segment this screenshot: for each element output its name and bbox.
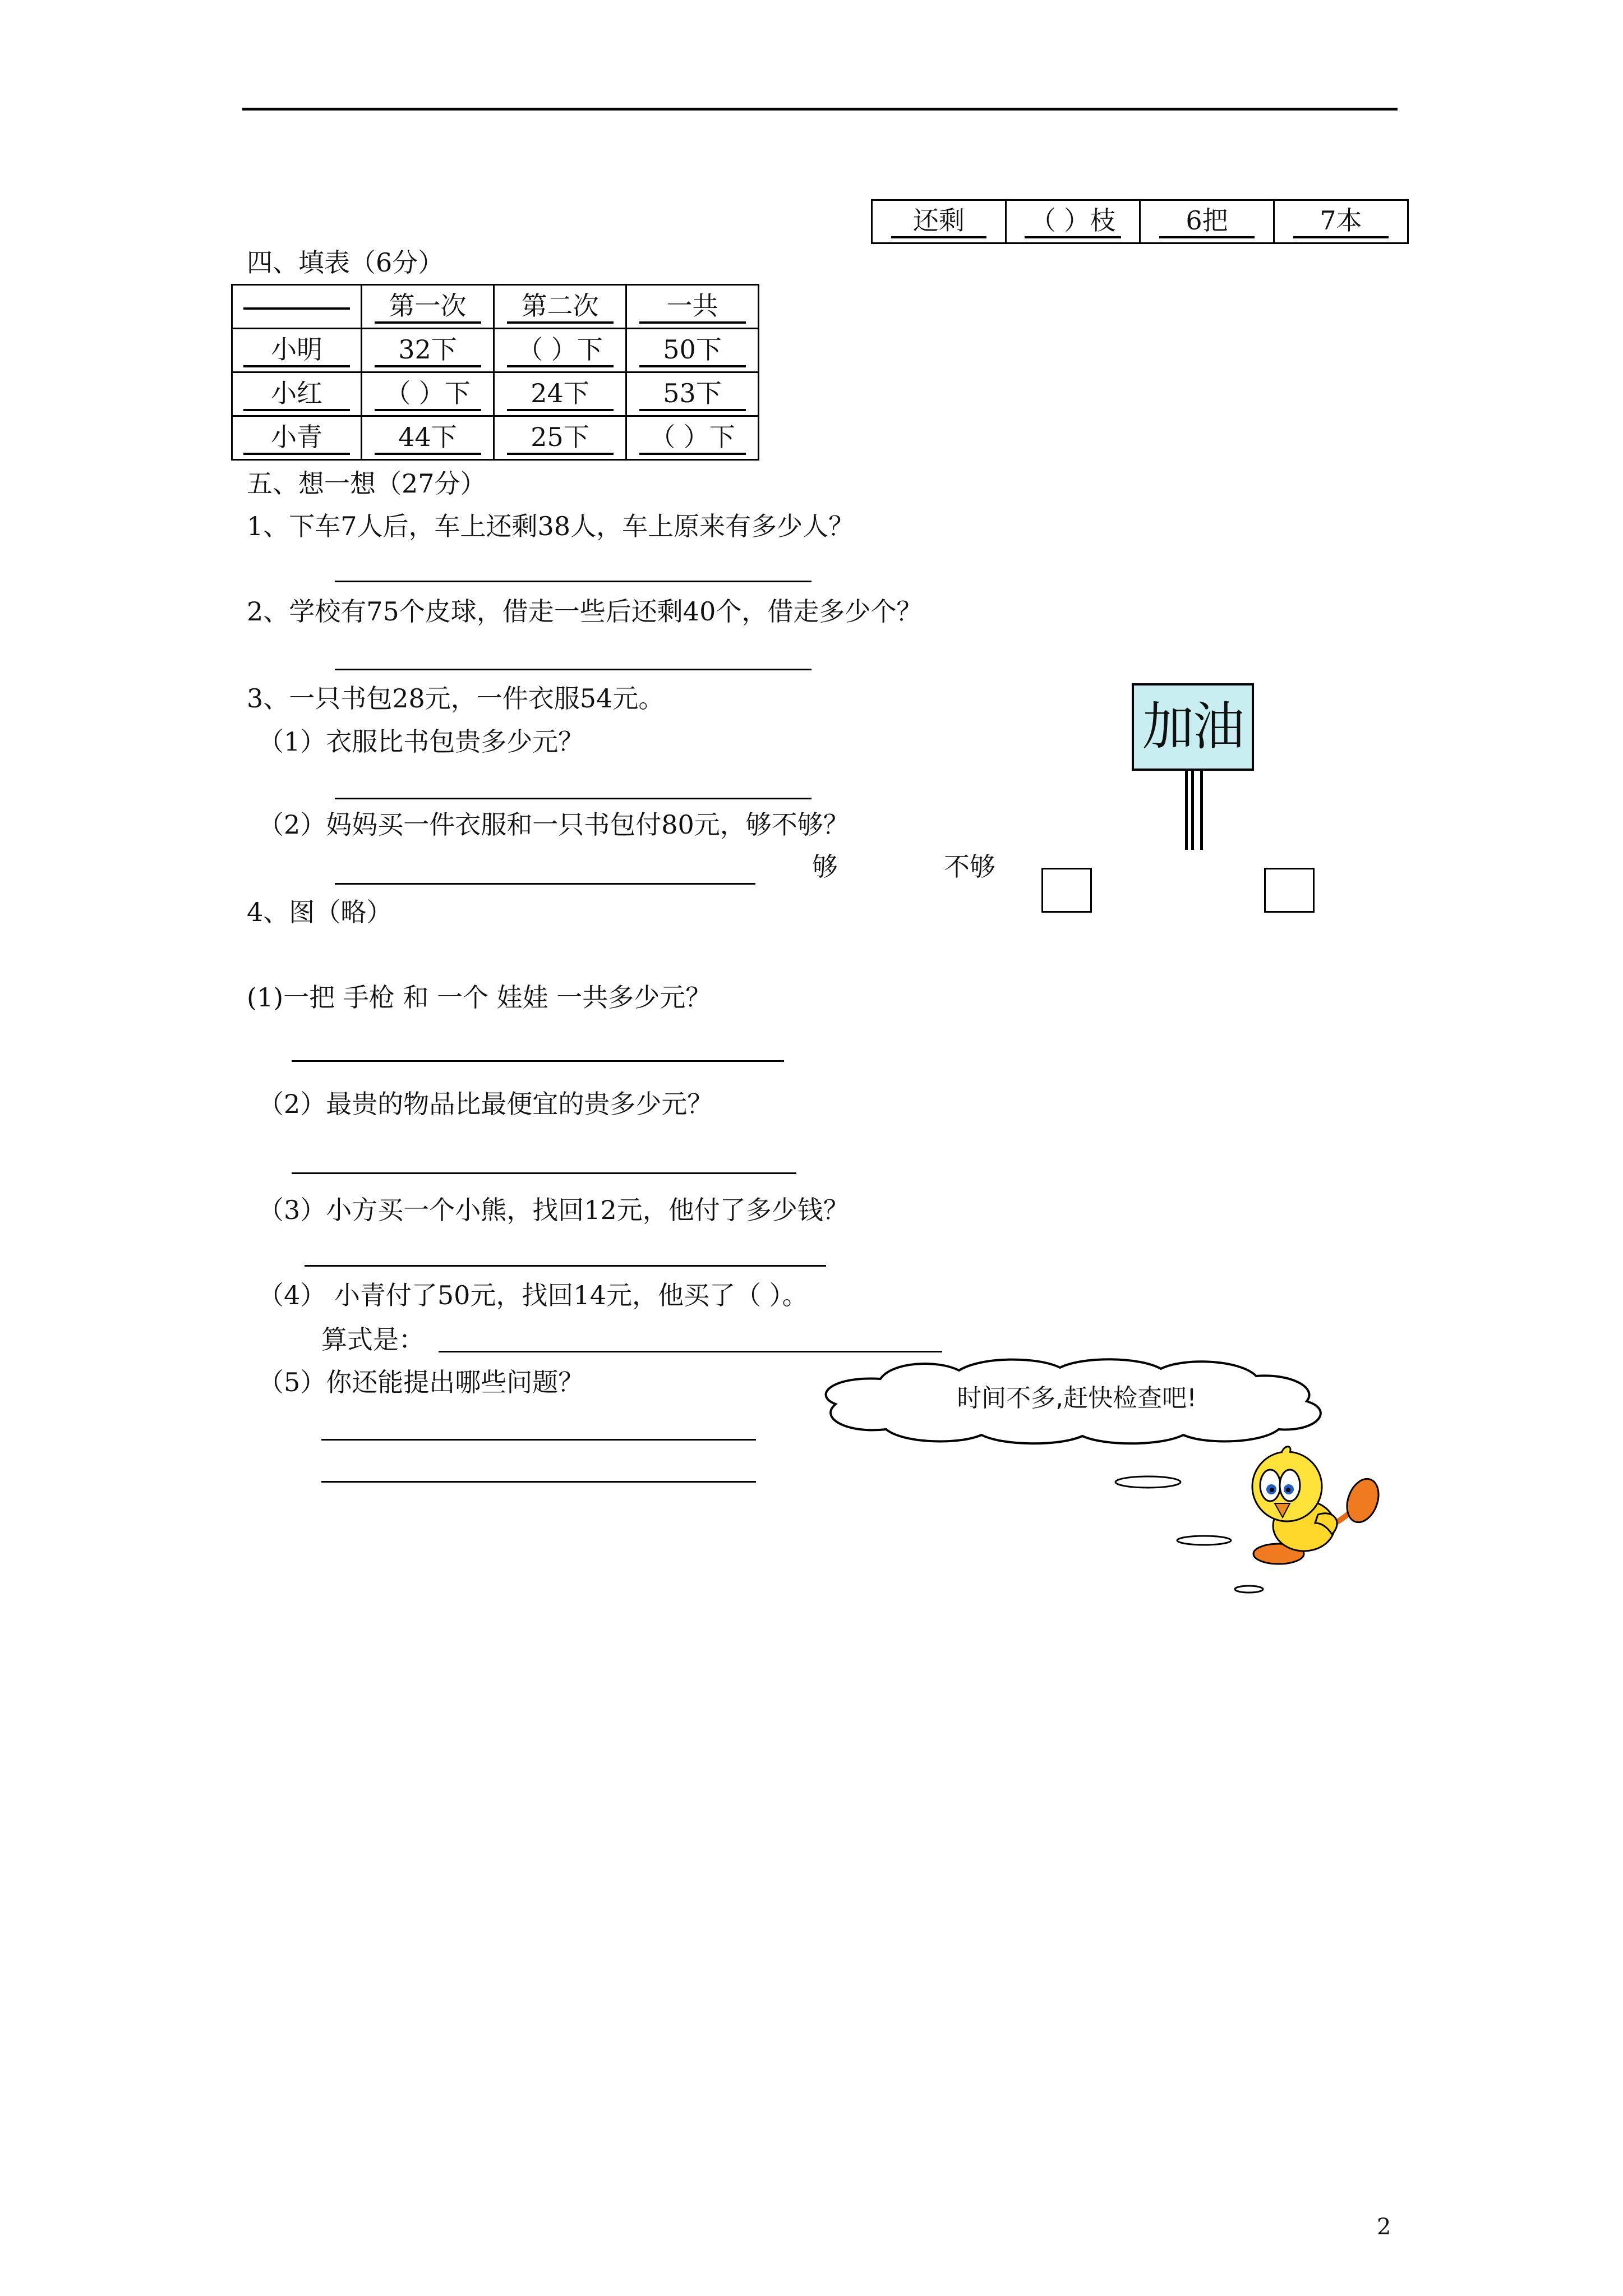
- question-4-1: (1)一把 手枪 和 一个 娃娃 一共多少元？: [247, 982, 712, 1013]
- table-cell: （ ）下: [626, 416, 759, 460]
- section-4-title: 四、填表（6分）: [247, 247, 444, 278]
- bird-icon: [1231, 1442, 1382, 1571]
- table-cell: 53下: [626, 372, 759, 416]
- question-3-2: （2）妈妈买一件衣服和一只书包付80元，够不够？: [258, 809, 849, 840]
- answer-line[interactable]: [292, 1060, 784, 1062]
- top-table-cell: 7本: [1274, 200, 1408, 243]
- puff-icon: [1232, 1584, 1266, 1595]
- table-cell: 50下: [626, 329, 759, 372]
- question-2: 2、学校有75个皮球，借走一些后还剩40个，借走多少个？: [247, 596, 923, 627]
- question-4-5: （5）你还能提出哪些问题？: [258, 1367, 584, 1397]
- puff-icon: [1175, 1533, 1234, 1548]
- question-1: 1、下车7人后，车上还剩38人，车上原来有多少人？: [247, 511, 855, 541]
- table-cell: 25下: [494, 416, 626, 460]
- top-table-cell: 还剩: [872, 200, 1006, 243]
- table-cell: 小红: [232, 372, 362, 416]
- top-table-cell: 6把: [1140, 200, 1274, 243]
- table-cell: （ ）下: [362, 372, 494, 416]
- table-row: [232, 329, 759, 372]
- answer-line[interactable]: [292, 1172, 796, 1174]
- table-header-cell: 第一次: [362, 285, 494, 329]
- formula-answer-line[interactable]: [439, 1351, 942, 1352]
- answer-line[interactable]: [321, 1481, 756, 1483]
- not-enough-checkbox[interactable]: [1264, 868, 1315, 913]
- section-5-title: 五、想一想（27分）: [247, 468, 486, 499]
- table-cell: 小青: [232, 416, 362, 460]
- formula-label: 算式是：: [321, 1324, 425, 1355]
- question-3-1: （1）衣服比书包贵多少元？: [258, 726, 584, 757]
- question-4-3: （3）小方买一个小熊，找回12元，他付了多少钱？: [258, 1195, 849, 1225]
- answer-line[interactable]: [335, 669, 811, 670]
- enough-checkbox[interactable]: [1041, 868, 1092, 913]
- answer-line[interactable]: [335, 883, 755, 885]
- fill-table: [231, 284, 759, 461]
- enough-label: 够: [812, 852, 838, 882]
- answer-line[interactable]: [305, 1265, 826, 1267]
- table-row: [232, 372, 759, 416]
- question-4-4: （4） 小青付了50元，找回14元，他买了（ ）。: [258, 1280, 808, 1310]
- sign-post: [1185, 760, 1203, 850]
- question-4-2: （2）最贵的物品比最便宜的贵多少元？: [258, 1089, 713, 1119]
- table-row: [232, 416, 759, 460]
- table-header-cell: 第二次: [494, 285, 626, 329]
- not-enough-label: 不够: [944, 852, 995, 882]
- table-cell: 小明: [232, 329, 362, 372]
- bubble-text: 时间不多,赶快检查吧!: [957, 1384, 1197, 1412]
- answer-line[interactable]: [335, 581, 811, 582]
- table-header-cell: [232, 285, 362, 329]
- sign-text: 加油: [1142, 697, 1243, 757]
- cloud-bubble-icon: [813, 1356, 1340, 1446]
- answer-line[interactable]: [335, 798, 811, 799]
- cheer-sign: [1132, 683, 1254, 771]
- question-3: 3、一只书包28元，一件衣服54元。: [247, 683, 665, 714]
- puff-icon: [1113, 1474, 1183, 1490]
- top-table: [871, 199, 1409, 244]
- table-cell: 24下: [494, 372, 626, 416]
- table-cell: 32下: [362, 329, 494, 372]
- table-cell: （ ）下: [494, 329, 626, 372]
- question-4: 4、图（略）: [247, 897, 393, 927]
- page-number: 2: [1377, 2214, 1391, 2240]
- table-cell: 44下: [362, 416, 494, 460]
- table-header-row: [232, 285, 759, 329]
- table-header-cell: 一共: [626, 285, 759, 329]
- top-table-cell: （ ）枝: [1006, 200, 1140, 243]
- answer-line[interactable]: [321, 1439, 756, 1441]
- header-rule: [242, 108, 1398, 111]
